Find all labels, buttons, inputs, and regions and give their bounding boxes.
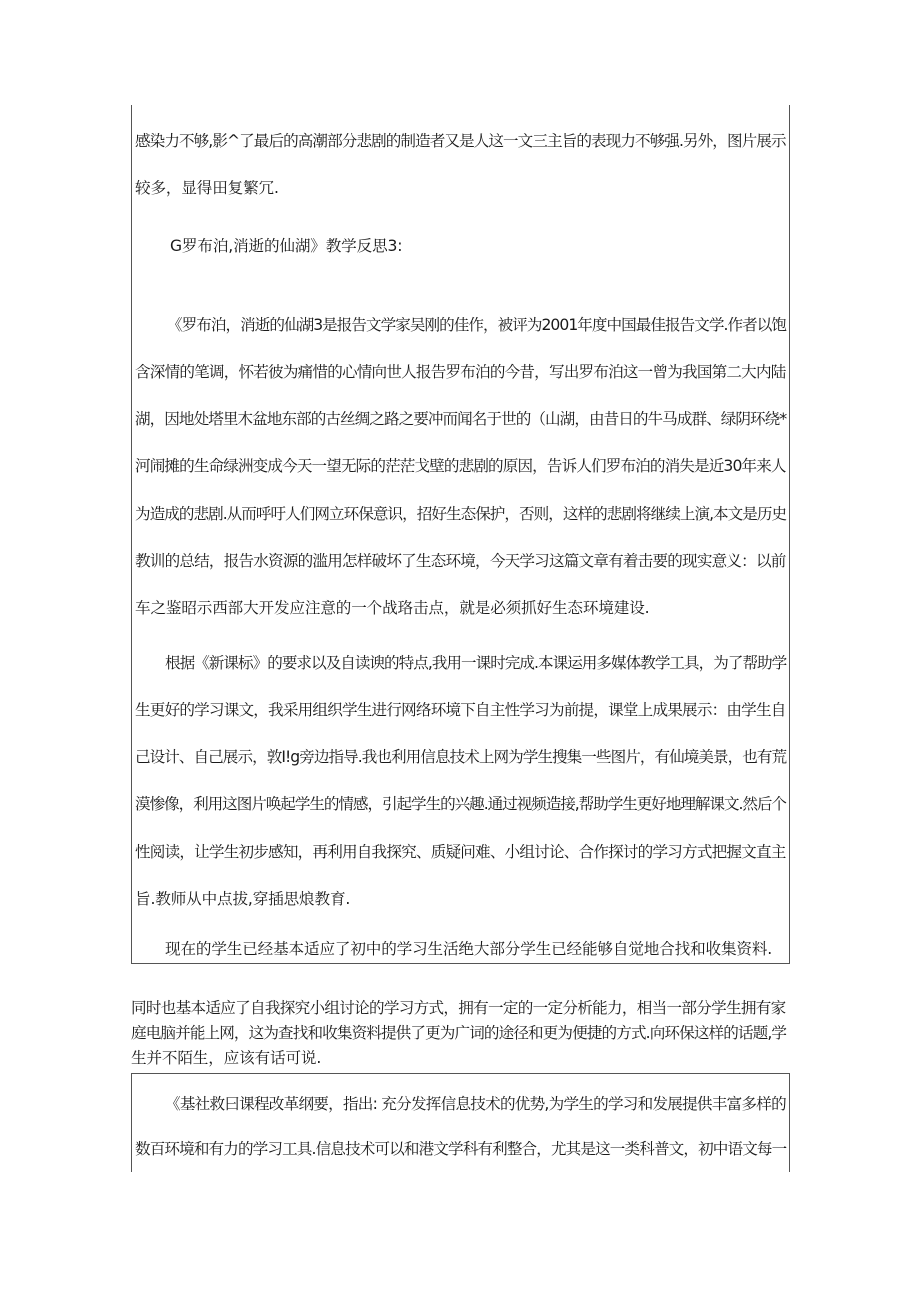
p1-line-2: 较多，显得田复繁冗. xyxy=(135,179,279,197)
middle-line-1: 同时也基本适应了自我探究小组讨论的学习方式，拥有一定的一定分析能力，相当一部分学生拥有家 xyxy=(131,999,786,1017)
block2-line-1: 《基社救曰课程改革纲要，指出: 充分发挥信息技术的优势,为学生的学习和发展提供丰富多样的 xyxy=(165,1095,786,1113)
p3-line-5: 性阅读，让学生初步感知，再利用自我探究、质疑问难、小组讨论、合作探讨的学习方式把握文直主 xyxy=(135,843,786,861)
p2-line-6: 教训的总结，报告水资源的滥用怎样破坏了生态环境，今天学习这篇文章有着击要的现实意义：以前 xyxy=(135,552,786,570)
block2-line-2: 数百环境和有力的学习工具.信息技术可以和港文学科有利整合，尤其是这一类科普文，初中语文每一 xyxy=(135,1140,787,1158)
section-heading: G罗布泊,消逝的仙湖》教学反思3: xyxy=(170,237,403,255)
p4-line-1: 现在的学生已经基本适应了初中的学习生活绝大部分学生已经能够自觉地合找和收集资料. xyxy=(165,940,773,958)
p2-line-1: 《罗布泊，消逝的仙湖3是报告文学家吴刚的佳作，被评为2001年度中国最佳报告文学.作者以饱 xyxy=(167,316,786,334)
p2-line-2: 含深情的笔调，怀若彼为痛惜的心情向世人报告罗布泊的今昔，写出罗布泊这一曾为我国第二大内陆 xyxy=(135,363,786,381)
p2-line-7: 车之鉴昭示西部大开发应注意的一个战珞击点，就是必须抓好生态环境建设. xyxy=(135,599,650,617)
p3-line-6: 旨.教师从中点拔,穿插思烺教育. xyxy=(135,890,351,908)
p1-line-1: 感染力不够,影^了最后的高潮部分悲剧的制造者又是人这一文三主旨的表现力不够强.另外，图片展示 xyxy=(135,132,786,150)
p3-line-3: 己设计、自己展示，敦I!g旁边指导.我也利用信息技术上网为学生搜集一些图片，有仙境美景，也有荒 xyxy=(135,748,787,766)
p2-line-3: 湖，因地处塔里木盆地东部的古丝绸之路之要冲而闻名于世的（山湖，由昔日的牛马成群、绿阴环绕* xyxy=(135,410,787,428)
p2-line-5: 为造成的悲剧.从而呼吁人们网立环保意识，招好生态保护，否则，这样的悲剧将继续上演,本文是历史 xyxy=(135,505,787,523)
middle-line-2: 庭电脑并能上网，这为查找和收集资料提供了更为广词的途径和更为便捷的方式.向环保这样的话题,学 xyxy=(131,1024,787,1042)
middle-line-3: 生并不陌生，应该有话可说. xyxy=(131,1049,322,1067)
p3-line-4: 漠惨像，利用这图片唤起学生的情感，引起学生的兴趣.通过视频造接,帮助学生更好地理解课文.然后个 xyxy=(135,795,786,813)
p2-line-4: 河闹摊的生命绿洲变成今天一望无际的茫茫戈壁的悲剧的原因，告诉人们罗布泊的消失是近30年来人 xyxy=(135,457,786,475)
p3-line-2: 生更好的学习课文，我采用组织学生进行网络环境下自主性学习为前提，课堂上成果展示：由学生自 xyxy=(135,701,786,719)
p3-line-1: 根据《新课标》的要求以及自读谀的特点,我用一课时完成.本课运用多媒体教学工具，为了帮助学 xyxy=(165,654,787,672)
upper-content-frame xyxy=(131,105,790,964)
